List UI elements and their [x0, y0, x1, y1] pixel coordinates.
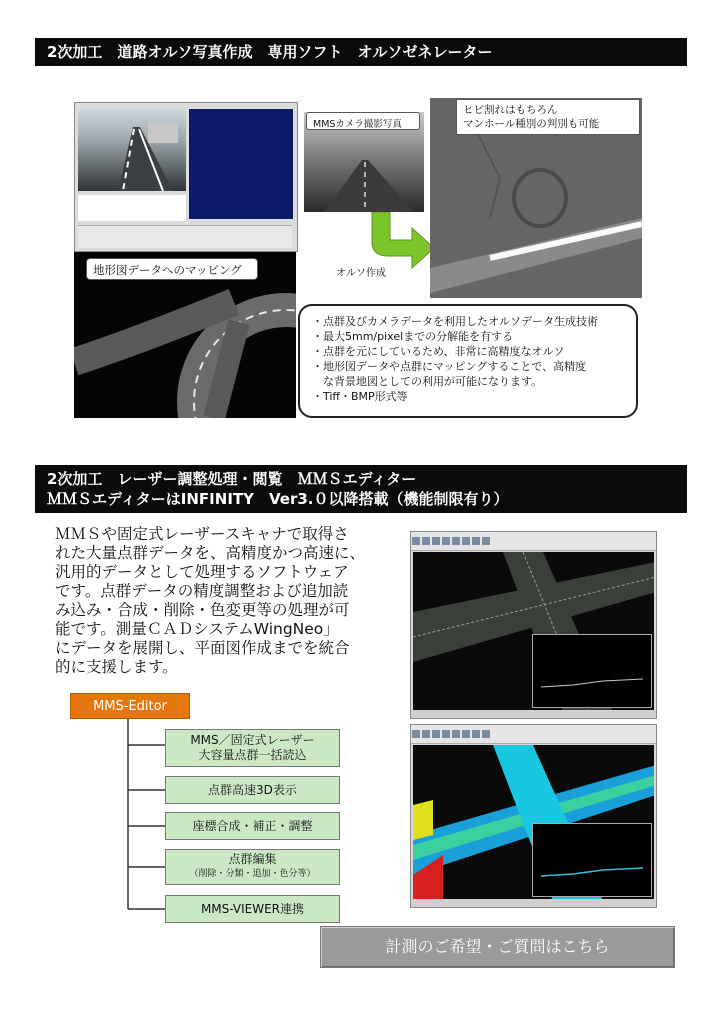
section1-header: 2次加工 道路オルソ写真作成 専用ソフト オルソゼネレーター: [35, 38, 687, 66]
ortho-arrow-icon: [360, 212, 436, 270]
section2-header-line1: 2次加工 レーザー調整処理・閲覧 ＭＭＳエディター: [47, 470, 417, 488]
section2-header-line2: ＭＭＳエディターはINFINITY Ver3.０以降搭載（機能制限有り）: [47, 490, 509, 508]
crack-callout-line2: マンホール種別の判別も可能: [463, 118, 600, 130]
node-line: 大容量点群一括読込: [198, 748, 307, 762]
node-line: 点群編集: [228, 852, 277, 866]
tree-node-coordinate-adjust: 座標合成・補正・調整: [165, 812, 340, 840]
tree-node-point-edit: [165, 849, 340, 885]
crack-callout-line1: ヒビ割れはもちろん: [463, 104, 558, 116]
crack-callout: [456, 99, 640, 135]
inquiry-button[interactable]: 計測のご希望・ご質問はこちら: [320, 926, 675, 968]
feature-item: ・最大5mm/pixelまでの分解能を有する: [312, 330, 514, 343]
mms-editor-description: [55, 525, 395, 677]
tree-node-3d-display: 点群高速3D表示: [165, 776, 340, 804]
camera-photo-callout: MMSカメラ撮影写真: [306, 112, 420, 130]
ortho-features-box: [298, 304, 638, 418]
profile-inset: [532, 823, 652, 897]
status-bar: [411, 710, 656, 718]
tree-connectors: [120, 719, 170, 919]
feature-item: ・点群及びカメラデータを利用したオルソデータ生成技術: [312, 315, 598, 328]
tree-root-mms-editor: MMS-Editor: [70, 693, 190, 719]
orthogen-software-screenshot: [74, 102, 298, 252]
description-line: み込み・合成・削除・色変更等の処理が可: [55, 601, 350, 619]
node-subline: （削除・分類・追加・色分等）: [189, 869, 316, 879]
description-line: 汎用的データとして処理するソフトウェア: [55, 563, 349, 581]
description-line: です。点群データの精度調整および追加読: [55, 582, 349, 600]
toolbar: [411, 725, 656, 744]
feature-item: ・地形図データや点群にマッピングすることで、高精度: [312, 360, 587, 373]
section2-header: [35, 465, 687, 513]
description-line: ＭＭＳや固定式レーザースキャナで取得さ: [55, 525, 349, 543]
mms-editor-screenshot-color: [410, 724, 657, 908]
toolbar: [411, 532, 656, 551]
ortho-arrow-label: オルソ作成: [336, 268, 386, 279]
description-line: にデータを展開し、平面図作成までを統合: [55, 639, 350, 657]
map-mapping-callout: 地形図データへのマッピング: [86, 258, 258, 280]
feature-item: な背景地図としての利用が可能になります。: [312, 375, 543, 388]
node-line: MMS／固定式レーザー: [190, 733, 315, 747]
status-bar: [411, 899, 656, 907]
description-line: れた大量点群データを、高精度かつ高速に、: [55, 544, 366, 562]
feature-item: ・点群を元にしているため、非常に高精度なオルソ: [312, 345, 565, 358]
tree-node-viewer-link: MMS-VIEWER連携: [165, 895, 340, 923]
mms-editor-screenshot-grayscale: [410, 531, 657, 719]
tree-node-bulk-load: [165, 729, 340, 767]
profile-inset: [532, 634, 652, 708]
description-line: 的に支援します。: [55, 658, 178, 676]
description-line: 能です。測量ＣＡＤシステムWingNeo」: [55, 620, 339, 638]
feature-item: ・Tiff・BMP形式等: [312, 390, 408, 403]
